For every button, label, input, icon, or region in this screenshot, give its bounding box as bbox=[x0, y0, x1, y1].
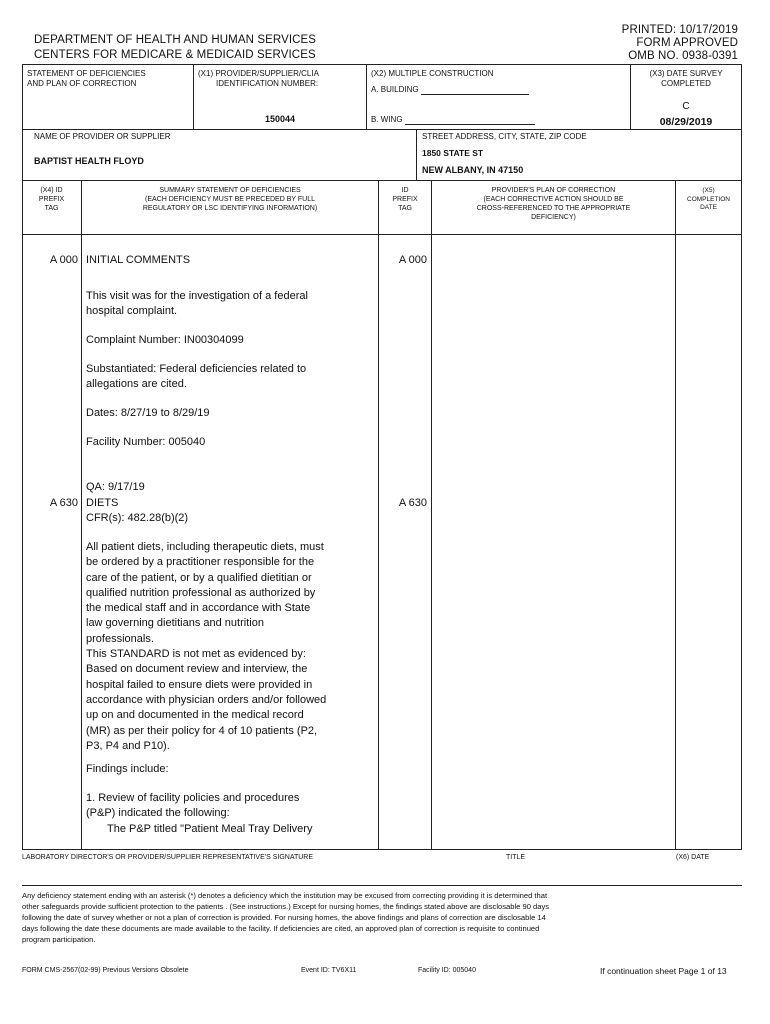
initial-comments-heading: INITIAL COMMENTS bbox=[86, 254, 191, 266]
x6-date-label: (X6) DATE bbox=[676, 854, 710, 861]
cfr-reference: CFR(s): 482.28(b)(2) bbox=[86, 512, 189, 524]
id-prefix-header: ID PREFIX TAG bbox=[392, 187, 418, 212]
building-field: A. BUILDING bbox=[371, 85, 529, 95]
omb-number: OMB NO. 0938-0391 bbox=[628, 50, 738, 62]
finding-1: 1. Review of facility policies and procedures (P&P) indicated the following: The P&P titled "Patient Meal Tray Delivery bbox=[86, 792, 313, 835]
facility-id: Facility ID: 005040 bbox=[418, 967, 476, 974]
disclaimer-text: Any deficiency statement ending with an asterisk (*) denotes a deficiency which the institution may be excused from correcting providing it is determined that other safeguards provide sufficient protection to the patients . (See instructions.) Except for nursing homes, the findings stated above are disclosable 90 days following the date of survey whether or not a plan of correction is provided. For nursing homes, the above findings and plans of correction are disclosable 14 days following the date these documents are made available to the facility. If deficiencies are cited, an approved plan of correction is requisite to continued program participation. bbox=[22, 891, 550, 945]
cms-line: CENTERS FOR MEDICARE & MEDICAID SERVICES bbox=[34, 49, 316, 61]
provider-label: NAME OF PROVIDER OR SUPPLIER bbox=[34, 132, 171, 141]
diets-standard-text: All patient diets, including therapeutic diets, must be ordered by a practitioner responsible for the care of the patient, or by a qualified dietitian or qualified nutrition professional as authorized by the medical staff and in accordance with State law governing dietitians and nutrition professionals. This STANDARD is not met as evidenced by: Based on document review and interview, the hospital failed to ensure diets were provided in accordance with physician orders and/or followed up on and documented in the medical record (MR) as per their policy for 4 of 10 patients (P2, P3, P4 and P10). bbox=[86, 541, 327, 752]
survey-code: C bbox=[682, 101, 690, 112]
x4-header: (X4) ID PREFIX TAG bbox=[38, 187, 65, 212]
plan-header: PROVIDER'S PLAN OF CORRECTION (EACH CORRECTIVE ACTION SHOULD BE CROSS-REFERENCED TO THE APPROPRIATE DEFICIENCY) bbox=[476, 187, 631, 221]
x3-label: (X3) DATE SURVEY COMPLETED bbox=[649, 69, 723, 88]
substantiated-text: Substantiated: Federal deficiencies related to allegations are cited. bbox=[86, 363, 307, 391]
x2-label: (X2) MULTIPLE CONSTRUCTION bbox=[371, 69, 494, 78]
diets-heading: DIETS bbox=[86, 497, 119, 509]
completion-header: (X5) COMPLETION DATE bbox=[687, 187, 730, 211]
wing-field: B. WING bbox=[371, 115, 535, 125]
findings-heading: Findings include: bbox=[86, 763, 169, 775]
summary-header: SUMMARY STATEMENT OF DEFICIENCIES (EACH DEFICIENCY MUST BE PRECEDED BY FULL REGULATORY OR LSC IDENTIFYING INFORMATION) bbox=[142, 187, 318, 212]
survey-date: 08/29/2019 bbox=[659, 116, 713, 128]
survey-dates: Dates: 8/27/19 to 8/29/19 bbox=[86, 407, 210, 419]
title-label: TITLE bbox=[506, 854, 526, 861]
department-line: DEPARTMENT OF HEALTH AND HUMAN SERVICES bbox=[34, 34, 317, 46]
x1-label: (X1) PROVIDER/SUPPLIER/CLIA IDENTIFICATION NUMBER: bbox=[198, 69, 319, 88]
signature-label: LABORATORY DIRECTOR'S OR PROVIDER/SUPPLIER REPRESENTATIVE'S SIGNATURE bbox=[22, 854, 314, 861]
facility-number: Facility Number: 005040 bbox=[86, 436, 206, 448]
printed-date: PRINTED: 10/17/2019 bbox=[621, 24, 738, 36]
form-approved: FORM APPROVED bbox=[636, 37, 738, 49]
qa-date: QA: 9/17/19 bbox=[86, 481, 145, 493]
form-number: FORM CMS-2567(02-99) Previous Versions Obsolete bbox=[22, 967, 189, 974]
event-id: Event ID: TV6X11 bbox=[301, 967, 357, 974]
address-label: STREET ADDRESS, CITY, STATE, ZIP CODE bbox=[422, 132, 587, 141]
tag-a630: A 630 bbox=[49, 497, 78, 509]
page-indicator: If continuation sheet Page 1 of 13 bbox=[600, 966, 727, 976]
visit-text: This visit was for the investigation of a federal hospital complaint. bbox=[86, 290, 308, 318]
complaint-number: Complaint Number: IN00304099 bbox=[86, 334, 244, 346]
provider-id-number: 150044 bbox=[264, 114, 296, 124]
address-street: 1850 STATE ST bbox=[422, 148, 484, 158]
tag-a000: A 000 bbox=[49, 254, 78, 266]
statement-label: STATEMENT OF DEFICIENCIES AND PLAN OF CORRECTION bbox=[27, 69, 146, 88]
provider-name: BAPTIST HEALTH FLOYD bbox=[34, 156, 144, 166]
tag-a630-right: A 630 bbox=[398, 497, 427, 509]
address-city: NEW ALBANY, IN 47150 bbox=[422, 165, 524, 175]
tag-a000-right: A 000 bbox=[398, 254, 427, 266]
